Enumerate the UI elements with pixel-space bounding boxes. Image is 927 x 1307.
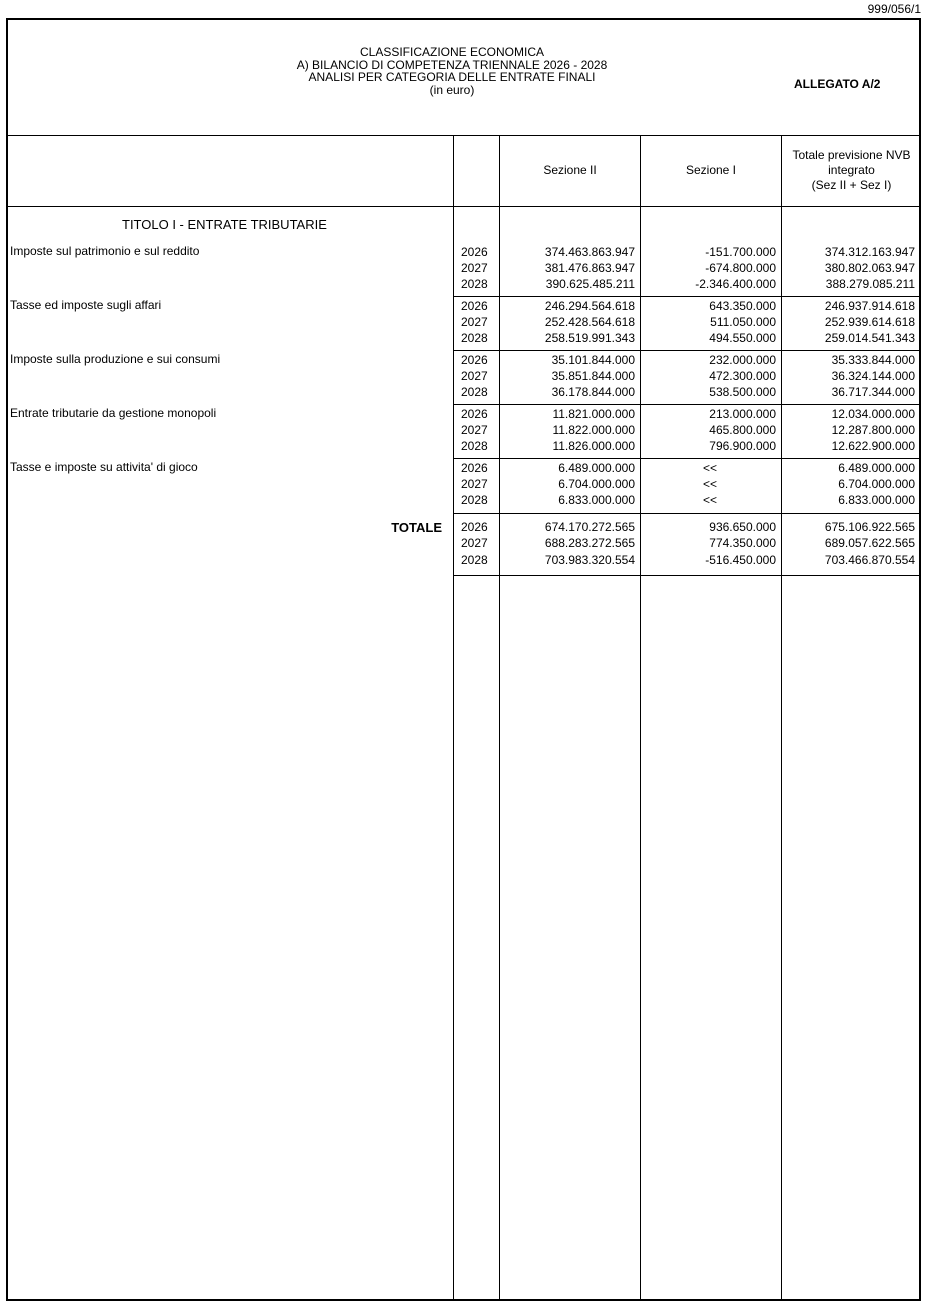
value-sezione2: 36.178.844.000 xyxy=(551,385,635,400)
totale-sezione2: 703.983.320.554 xyxy=(544,552,635,567)
column-separator-year xyxy=(453,136,454,1300)
value-sezione2: 390.625.485.211 xyxy=(545,277,635,292)
document-code: 999/056/1 xyxy=(867,2,921,16)
title-line-2: A) BILANCIO DI COMPETENZA TRIENNALE 2026 - 2028 xyxy=(296,57,608,72)
group-divider xyxy=(454,458,921,459)
totale-row-year: 2028 xyxy=(461,552,488,567)
value-sezione2: 246.294.564.618 xyxy=(544,298,635,313)
value-totale: 374.312.163.947 xyxy=(824,244,915,259)
row-year: 2026 xyxy=(461,460,488,475)
allegato-label: ALLEGATO A/2 xyxy=(794,77,881,91)
value-sezione2: 11.826.000.000 xyxy=(552,439,635,454)
value-sezione1: 465.800.000 xyxy=(709,422,776,437)
column-header-divider xyxy=(6,206,921,207)
value-totale: 246.937.914.618 xyxy=(824,298,915,313)
value-totale: 35.333.844.000 xyxy=(831,352,915,367)
value-sezione1: 494.550.000 xyxy=(709,331,776,346)
row-year: 2028 xyxy=(461,385,488,400)
value-sezione2: 11.822.000.000 xyxy=(552,422,635,437)
value-sezione2: 6.833.000.000 xyxy=(558,493,635,508)
row-year: 2027 xyxy=(461,368,488,383)
category-label: Imposte sulla produzione e sui consumi xyxy=(10,352,221,366)
col-header-totale-line1: Totale previsione NVB xyxy=(792,148,911,162)
title-line-3: ANALISI PER CATEGORIA DELLE ENTRATE FINALI xyxy=(308,70,596,84)
group-divider xyxy=(454,296,921,297)
col-header-sezione2: Sezione II xyxy=(543,163,597,177)
value-totale: 12.287.800.000 xyxy=(831,422,915,437)
value-sezione2: 258.519.991.343 xyxy=(544,331,635,346)
report-title xyxy=(8,46,896,96)
value-sezione1: -151.700.000 xyxy=(705,244,776,259)
section-title: TITOLO I - ENTRATE TRIBUTARIE xyxy=(122,217,327,232)
category-label: Imposte sul patrimonio e sul reddito xyxy=(10,244,200,258)
totale-sezione2: 688.283.272.565 xyxy=(544,536,635,551)
value-sezione1: -2.346.400.000 xyxy=(695,277,776,292)
totale-sezione1: 774.350.000 xyxy=(709,536,776,551)
value-sezione1: 796.900.000 xyxy=(709,439,776,454)
value-sezione1: << xyxy=(702,476,717,491)
value-totale: 6.833.000.000 xyxy=(838,493,915,508)
totale-sezione1: 936.650.000 xyxy=(709,520,776,534)
row-year: 2026 xyxy=(461,298,488,313)
totale-row-year: 2026 xyxy=(461,520,488,534)
value-totale: 380.802.063.947 xyxy=(824,260,915,275)
group-divider xyxy=(454,404,921,405)
value-sezione1: 643.350.000 xyxy=(709,298,776,313)
value-totale: 12.622.900.000 xyxy=(831,439,915,454)
column-separator-sezione2 xyxy=(499,136,500,1300)
row-year: 2028 xyxy=(461,277,488,292)
col-header-totale-line3: (Sez II + Sez I) xyxy=(811,178,892,192)
category-label: Entrate tributarie da gestione monopoli xyxy=(10,406,217,420)
table-frame xyxy=(6,18,921,1301)
col-header-totale xyxy=(782,148,921,192)
value-sezione1: 511.050.000 xyxy=(710,314,776,329)
value-sezione2: 11.821.000.000 xyxy=(552,406,635,421)
value-totale: 6.704.000.000 xyxy=(838,476,915,491)
value-totale: 36.717.344.000 xyxy=(831,385,915,400)
value-totale: 252.939.614.618 xyxy=(824,314,915,329)
row-year: 2028 xyxy=(461,439,488,454)
value-totale: 36.324.144.000 xyxy=(831,368,915,383)
totale-totale: 689.057.622.565 xyxy=(824,536,915,551)
value-sezione1: 472.300.000 xyxy=(709,368,776,383)
value-sezione1: 232.000.000 xyxy=(709,352,776,367)
row-year: 2027 xyxy=(461,422,488,437)
column-separator-sezione1 xyxy=(640,136,641,1300)
category-label: Tasse e imposte su attivita' di gioco xyxy=(10,460,198,474)
row-year: 2027 xyxy=(461,476,488,491)
value-sezione2: 35.851.844.000 xyxy=(551,368,635,383)
value-sezione1: -674.800.000 xyxy=(705,260,776,275)
value-totale: 388.279.085.211 xyxy=(825,277,915,292)
totale-totale: 703.466.870.554 xyxy=(824,552,915,567)
totale-sezione1: -516.450.000 xyxy=(705,552,776,567)
row-year: 2026 xyxy=(461,352,488,367)
totale-totale: 675.106.922.565 xyxy=(824,520,915,534)
title-line-4: (in euro) xyxy=(429,82,475,97)
row-year: 2026 xyxy=(461,244,488,259)
category-label: Tasse ed imposte sugli affari xyxy=(10,298,162,312)
row-year: 2028 xyxy=(461,331,488,346)
value-sezione2: 6.489.000.000 xyxy=(558,460,635,475)
body-bottom-divider xyxy=(454,575,921,576)
value-sezione1: 538.500.000 xyxy=(709,385,776,400)
totale-sezione2: 674.170.272.565 xyxy=(544,520,635,534)
row-year: 2026 xyxy=(461,406,488,421)
totale-divider xyxy=(454,513,921,514)
col-header-sezione1: Sezione I xyxy=(685,163,737,177)
value-totale: 12.034.000.000 xyxy=(831,406,915,421)
value-totale: 6.489.000.000 xyxy=(838,460,915,475)
value-sezione2: 6.704.000.000 xyxy=(558,476,635,491)
totale-row-year: 2027 xyxy=(461,536,488,551)
value-sezione2: 35.101.844.000 xyxy=(551,352,635,367)
value-totale: 259.014.541.343 xyxy=(824,331,915,346)
value-sezione2: 374.463.863.947 xyxy=(544,244,635,259)
value-sezione2: 381.476.863.947 xyxy=(544,260,635,275)
header-divider xyxy=(6,135,921,136)
row-year: 2027 xyxy=(461,260,488,275)
title-line-1: CLASSIFICAZIONE ECONOMICA xyxy=(359,45,545,59)
group-divider xyxy=(454,350,921,351)
column-separator-totale xyxy=(781,136,782,1300)
totale-label: TOTALE xyxy=(391,520,442,535)
row-year: 2027 xyxy=(461,314,488,329)
row-year: 2028 xyxy=(461,493,488,508)
col-header-totale-line2: integrato xyxy=(828,163,875,177)
value-sezione1: << xyxy=(702,493,717,508)
value-sezione1: 213.000.000 xyxy=(709,406,776,421)
value-sezione1: << xyxy=(702,460,717,475)
value-sezione2: 252.428.564.618 xyxy=(544,314,635,329)
